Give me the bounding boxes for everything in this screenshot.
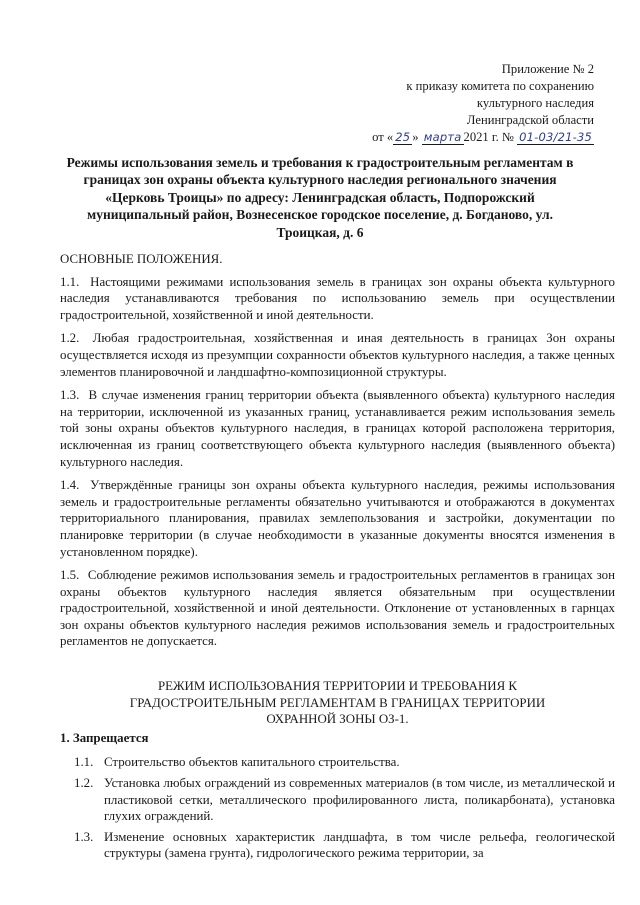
list-item: [74, 829, 615, 862]
list-number: 1.2.: [74, 776, 94, 791]
document-title: Режимы использования земель и требования к градостроительным регламентам в границах зон охраны объекта культурного наследия регионального значения «Церковь Троицы» по адресу: Ленинградская область, Подпорожский муниципальный район, Вознесенское городское поселение, д. Богданово, ул. Троицкая, д. 6: [66, 155, 574, 240]
paragraph: [60, 274, 615, 324]
paragraph: [60, 477, 615, 560]
date-prefix: от «: [372, 130, 394, 144]
region-label: Ленинградской области: [466, 113, 594, 127]
paragraph: [60, 387, 615, 470]
date-year: 2021 г. №: [463, 130, 514, 144]
order-reference: к приказу комитета по сохранению: [406, 79, 594, 93]
list-item: [74, 754, 615, 771]
paragraph: [60, 330, 615, 380]
paragraph-number: 1.4.: [60, 478, 80, 493]
paragraph-number: 1.3.: [60, 388, 80, 403]
paragraph-text: В случае изменения границ территории объекта (выявленного объекта) культурного наследия на территории, исключенной из указанных границ, устанавливается режим использования земель той зоны охраны объектов культурного наследия, в границах которой расположена территория, исключенная из границ соответствующего объекта культурного наследия (выявленного объекта) культурного наследия.: [60, 388, 615, 469]
paragraph-text: Любая градостроительная, хозяйственная и иная деятельность в границах Зон охраны осуществляется исходя из презумпции сохранности объектов культурного наследия, а также ценных элементов планировочной и ландшафтно-композиционной структуры.: [60, 331, 615, 379]
handwritten-day: 25: [395, 130, 411, 144]
handwritten-month: марта: [423, 130, 462, 144]
handwritten-doc-number: 01-03/21-35: [519, 130, 592, 144]
document-body: [60, 251, 615, 866]
list-text: Строительство объектов капитального строительства.: [104, 755, 400, 770]
paragraph-number: 1.1.: [60, 274, 80, 289]
zone-heading-line: ОХРАННОЙ ЗОНЫ ОЗ-1.: [266, 712, 409, 727]
paragraph-number: 1.5.: [60, 568, 80, 583]
section-heading: ОСНОВНЫЕ ПОЛОЖЕНИЯ.: [60, 252, 223, 266]
paragraph-text: Соблюдение режимов использования земель и градостроительных регламентов в границах зон охраны объектов культурного наследия является обязательным при осуществлении градостроительной, хозяйственной и иной деятельности. Отклонение от установленных в гарнцах зон охраны объектов культурного наследия режимов использования земель и градостроительных регламентов не допускается.: [60, 568, 615, 649]
list-text: Установка любых ограждений из современных материалов (в том числе, из металлической и пластиковой сетки, металлического профилированного листа, поликарбоната), установка глухих ограждений.: [104, 776, 615, 824]
list-text: Изменение основных характеристик ландшафта, в том числе рельефа, геологической структуры (замена грунта), гидрологического режима территории, за: [104, 829, 615, 861]
list-item: [74, 775, 615, 825]
paragraph-text: Настоящими режимами использования земель в границах зон охраны объекта культурного наследия устанавливаются требования по использованию земель при осуществлении градостроительной, хозяйственной и иной деятельности.: [60, 274, 615, 322]
zone-heading-line: ГРАДОСТРОИТЕЛЬНЫМ РЕГЛАМЕНТАМ В ГРАНИЦАХ ТЕРРИТОРИИ: [129, 695, 546, 710]
paragraph: [60, 567, 615, 650]
date-mid: »: [412, 130, 419, 144]
appendix-header: [364, 61, 594, 146]
prohibited-heading: 1. Запрещается: [60, 730, 149, 745]
heritage-label: культурного наследия: [476, 96, 594, 110]
zone-heading-line: РЕЖИМ ИСПОЛЬЗОВАНИЯ ТЕРРИТОРИИ И ТРЕБОВАНИЯ К: [157, 679, 518, 694]
paragraph-text: Утверждённые границы зон охраны объекта культурного наследия, режимы использования земель и градостроительные регламенты обязательно учитываются и отображаются в документах территориального планирования, правилах землепользования и застройки, документации по планировке территории (в случае необходимости в указанные документы вносятся изменения в установленном порядке).: [60, 478, 615, 559]
paragraph-number: 1.2.: [60, 331, 80, 346]
appendix-label: Приложение № 2: [501, 62, 594, 76]
zone-regime-heading: [60, 678, 615, 728]
list-number: 1.1.: [74, 755, 94, 770]
date-line: [364, 129, 594, 146]
list-number: 1.3.: [74, 829, 94, 844]
